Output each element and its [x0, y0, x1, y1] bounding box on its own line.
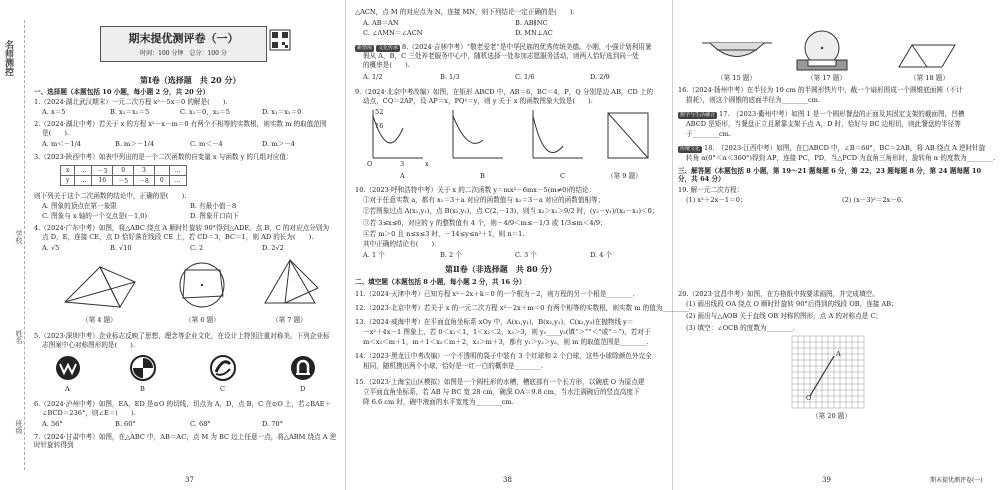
q5-option-b: B — [140, 385, 145, 393]
q16-line: 损耗），则这个圆锥的底面半径为________cm. — [686, 96, 821, 104]
fill-line: 降 6.6 cm 时，碗中液面的水平宽度为________cm. — [363, 398, 514, 406]
qr-code-icon — [270, 30, 290, 50]
q8-option-a: A. 1/2 — [363, 73, 383, 81]
figure-q7-caption: （第 7 题） — [272, 316, 307, 324]
q1-option-b: B. x₁＝x₂＝5 — [110, 108, 150, 116]
page-left — [0, 0, 345, 490]
brand-logo-text: 名师测控 — [3, 40, 13, 76]
figure-q4-caption: （第 4 题） — [82, 316, 117, 324]
q4-option-a: A. √5 — [42, 244, 60, 252]
q3-value-table — [60, 165, 187, 186]
exam-subtitle: 时间：100 分钟 总分：100 分 — [140, 50, 227, 57]
fill-line: 15.（2023·上海宝山区模拟）如图是一个圆柱形的水槽，槽底部有一个长方形，以碗底 O 为原点建 — [355, 378, 645, 386]
grid-label-a: A — [836, 350, 841, 358]
figure-q20-caption: （第 20 题） — [812, 412, 851, 420]
q6-stem: 6.（2024·泸州中考）如图，EA，ED 是⊙O 的切线，切点为 A，D，点 B，C 在⊙O 上，若∠BAE＋ — [34, 400, 332, 408]
table-cell: －8 — [134, 176, 155, 186]
q10-option-a: A. 1 个 — [363, 251, 385, 259]
fill-line: 12.（2023·北京中考）若关于 x 的一元二次方程 x²－2x＋m＝0 有两个相等的实数根，则实数 m 的值为________. — [355, 304, 691, 312]
fill-line: 14.（2023·黑龙江中考改编）一个不透明的袋子中装有 3 个红球和 2 个白球，这些小球除颜色外完全 — [355, 352, 652, 360]
table-cell: x — [61, 166, 75, 176]
q7b-option-c: C. ∠AMN＝∠ACN — [363, 29, 423, 37]
q1-option-c: C. x₁＝0，x₂＝5 — [180, 108, 230, 116]
q9-option-a: A — [400, 172, 405, 180]
q20-line: (2) 画出与△AOB 关于直线 OB 对称的图形，点 A 的对称点是 C； — [686, 312, 883, 320]
fill-line: －x²＋4x－1 图象上，若 0＜x₁＜1，1＜x₂＜2，x₃＞3，则 y₁____y₂(填“＞”“＜”或“＝”)，若对于 — [363, 328, 651, 336]
section2-title: 第Ⅱ卷（非选择题 共 80 分） — [445, 264, 557, 274]
figure-q17-caption: （第 17 题） — [807, 74, 846, 82]
tag-xinqingjing: 新情境 — [357, 45, 373, 51]
q17-stem: 17. （2023·衢州中考）如图 1 是一个圆形餐盘的正面及其固定支架的截面图，凹槽 — [719, 110, 965, 118]
q8-option-b: B. 1/3 — [440, 73, 460, 81]
q16-line: 16.（2024·扬州中考）在半径为 10 cm 的半圆形铁片中，截一个扇形围成一个圆锥底面圆（不计 — [678, 86, 963, 94]
q2-option-a: A. m＜－1/4 — [42, 140, 82, 148]
page-number-right: 39 — [822, 476, 831, 484]
q7b-stem: △ACN，点 M 的对应点为 N，连接 MN，则下列结论一定正确的是( ). — [355, 8, 575, 16]
q4-option-d: D. 2√2 — [262, 244, 284, 252]
page-number-left: 37 — [185, 476, 194, 484]
q9-stem-2: 动点，CQ＝2AP，设 AP＝x，PQ²＝y，则 y 关于 x 的函数图象大致是( ). — [363, 97, 593, 105]
figure-q18 — [897, 42, 957, 72]
q8-option-c: C. 1/6 — [515, 73, 535, 81]
grid-label-o: O — [806, 394, 812, 402]
figure-q17 — [792, 30, 852, 72]
q6-option-a: A. 56° — [42, 420, 63, 428]
table-cell: 16 — [92, 176, 113, 186]
q10-line: 10.（2023·呼和浩特中考）关于 x 的二次函数 y＝mx²－6mx－5(m≠0)的结论： — [355, 186, 596, 194]
q2-option-b: B. m＞－1/4 — [115, 140, 155, 148]
tag-baokao: 传统文化 — [680, 146, 701, 152]
table-cell — [154, 166, 169, 176]
q1-stem: 1.（2024·湖北武汉期末）一元二次方程 x²－5x＝0 的解是( ). — [34, 98, 228, 106]
q4-stem-2: 点 D，E，连接 CE，点 D 恰好落在线段 CE 上，若 CD＝3，BC＝1，则 AD 的长为( ). — [42, 233, 314, 241]
q17-line: ABCD 是矩形，当餐盘正立且紧靠支架于点 A，D 时，恰好与 BC 边相切，则此餐盘的半径等 — [686, 120, 961, 128]
q9-graph-d — [608, 113, 648, 158]
table-cell: … — [75, 166, 92, 176]
q7-stem: 7.（2024·甘肃中考）如图，在△ABC 中，AB＝AC，点 M 为 BC 边上任意一点，将△ABM 绕点 A 逆时针旋转得到 — [34, 433, 337, 449]
q9-tick-16: 16 — [375, 122, 384, 130]
q10-line: ①对于任意实数 a，都有 x₁＝3＋a 对应的函数值与 x₂＝3－a 对应的函数值相等； — [363, 196, 605, 204]
q10-line: ③若 3≤x≤6，对应的 y 的整数值有 4 个，则－4/9＜m≤－1/3 或 1/3≤m＜4/9； — [363, 219, 607, 227]
q8-stem: 8.（2024·吉林中考）“敬老爱老”是中华民族的优秀传统美德。小刚，小强计划利用暑 — [402, 43, 652, 51]
binding-line — [24, 20, 25, 470]
table-cell: 0 — [113, 166, 134, 176]
q6-option-d: D. 70° — [262, 420, 283, 428]
q20-grid — [792, 336, 864, 408]
page-right — [672, 0, 1000, 490]
q9-graph-c — [533, 110, 583, 158]
exam-title-banner — [100, 26, 267, 62]
logo-a-icon — [55, 355, 81, 381]
q9-graph-b — [453, 110, 503, 158]
q20-line: (1) 画出线段 OA 绕点 O 顺时针旋转 90°后得到的线段 OB，连接 AB； — [686, 300, 898, 308]
q8-option-d: D. 2/9 — [590, 73, 610, 81]
q9-tick-x: x — [425, 160, 429, 168]
side-label-class: 班级 — [15, 420, 23, 434]
q3-option-d: D. 图象开口向下 — [190, 212, 239, 220]
logo-d-icon — [290, 355, 316, 381]
q9-tick-origin: O — [367, 160, 373, 168]
q9-graph-a — [373, 110, 423, 158]
q8-stem-2: 假从 A，B，C 三处养老服务中心中，随机选择一处参加志愿服务活动，则两人恰好选到同一处 — [363, 52, 639, 60]
page-number-middle: 38 — [503, 476, 512, 484]
part1-title: 一、选择题（本题包括 10 小题，每小题 2 分，共 20 分） — [34, 88, 210, 96]
q9-figure-caption: （第 9 题） — [607, 172, 642, 180]
fill-line: m＜x₁＜m＋1，m＋1＜x₂＜m＋2，x₃＞m＋3，都有 y₁＞y₂＞y₃，则 m 的取值范围是________. — [363, 338, 649, 346]
table-cell: … — [75, 176, 92, 186]
side-label-name: 姓名 — [15, 330, 23, 344]
q18-line-1 — [678, 144, 985, 153]
q17-line: 于________cm. — [686, 130, 732, 138]
q2-option-d: D. m＞－4 — [262, 140, 295, 148]
q18-line: 转角 α(0°＜α＜360°)得到 AP，连接 PC，PD，当△PCD 为直角三角形时，旋转角 α 的度数为________. — [686, 154, 996, 162]
q3-option-a: A. 图象的顶点在第一象限 — [42, 202, 117, 210]
q4-option-c: C. 2 — [190, 244, 204, 252]
side-label-school: 学校 — [15, 230, 23, 244]
section1-title: 第Ⅰ卷（选择题 共 20 分） — [140, 75, 241, 85]
logo-b-icon — [130, 355, 156, 381]
q10-line: ④若 m＞0 且 n≤x≤3 时，－14≤y≤n²＋1，则 n＝1. — [363, 230, 525, 238]
table-cell: －3 — [92, 166, 113, 176]
q6-stem-2: ∠BCD＝236°，则∠E＝( ). — [42, 409, 136, 417]
q10-option-b: B. 2 个 — [440, 251, 462, 259]
fill-line: 13.（2024·威海中考）在平面直角坐标系 xOy 中，A(x₁,y₁)，B(x₂,y₂)，C(x₃,y₃)在抛物线 y＝ — [355, 318, 634, 326]
table-cell: … — [169, 176, 186, 186]
logo-c-icon — [210, 355, 236, 381]
figure-q15 — [702, 40, 772, 70]
q7b-option-b: B. AB∥NC — [515, 19, 548, 27]
q20-line: 20.（2023·宜昌中考）如图，在方格纸中按要求画图，并完成填空。 — [678, 290, 879, 298]
q10-option-d: D. 4 个 — [590, 251, 613, 259]
q9-tick-52: 52 — [375, 108, 384, 116]
q2-stem-2: 是( ). — [42, 129, 70, 137]
q10-line: 其中正确的结论有( ). — [363, 240, 437, 248]
q3-stem: 3.（2023·陕西中考）如表中列出的是一个二次函数的自变量 x 与函数 y 的几组对应值： — [34, 153, 293, 161]
q2-option-c: C. m＜－4 — [190, 140, 223, 148]
q3-option-c: C. 图象与 x 轴的一个交点是(－1,0) — [42, 212, 148, 220]
exam-title: 期末提优测评卷（一） — [128, 32, 239, 45]
q5-stem-2: 志图案中心对称图形的是( ). — [42, 341, 135, 349]
table-cell: 0 — [154, 176, 169, 186]
q2-stem: 2.（2024·湖北中考）若关于 x 的方程 x²－x－m＝0 有两个不相等的实数根，则实数 m 的取值范围 — [34, 120, 327, 128]
fill-line: 相同，随机摸出两个小球，恰好是一红一白的概率是________. — [363, 362, 544, 370]
figure-q4 — [60, 262, 140, 312]
fill-line: 立平面直角坐标系，若 AB 与 BC 宽 28 cm，碗深 OA＝9.8 cm，当水注满碗后的竖直高度下 — [363, 388, 640, 396]
figure-q18-caption: （第 18 题） — [910, 74, 949, 82]
figure-q6 — [175, 258, 230, 313]
q4-stem: 4.（2024·广东中考）如图，将△ABC 绕点 A 顺时针旋转 90°得到△ADE，点 B，C 的对应点分别为 — [34, 224, 330, 232]
q3-after: 则下列关于这个二次函数的结论中，正确的是( ). — [34, 192, 187, 200]
part3-title: 三、解答题（本题包括 8 小题，第 19～21 题每题 6 分，第 22，23 题每题 8 分，第 24 题每题 10 分，共 64 分） — [678, 167, 982, 183]
q18-stem: 18. （2023·江西中考）如图，在□ABCD 中，∠B＝60°，BC＝2AB，将 AB 绕点 A 逆时针旋 — [704, 144, 986, 152]
figure-q6-caption: （第 6 题） — [185, 316, 220, 324]
footer-title: 期末提优测评卷(一) — [930, 477, 983, 484]
q1-option-d: D. x₁＝x₂＝0 — [262, 108, 302, 116]
q4-option-b: B. √10 — [110, 244, 132, 252]
q1-option-a: A. x＝5 — [42, 108, 66, 116]
tag-wenhua: 文化传承 — [378, 45, 399, 51]
q10-line: ②若图象过点 A(x₁,y₁)，点 B(x₂,y₂)，点 C(2,－13)，则当 x₂＞x₁＞9/2 时，(y₂－y₁)/(x₂－x₁)＜0； — [363, 207, 659, 215]
q9-option-b: B — [480, 172, 485, 180]
tag-kexue: 数学与生活融合 — [680, 112, 716, 118]
table-cell: y — [61, 176, 75, 186]
q9-graphs — [363, 108, 663, 168]
q3-option-b: B. 有最小值－8 — [190, 202, 237, 210]
q5-option-c: C — [220, 385, 226, 393]
q6-option-b: B. 60° — [115, 420, 136, 428]
table-cell: … — [169, 166, 186, 176]
q19-part-a: (1) x²＋2x－1＝0； — [686, 196, 747, 204]
q7b-option-a: A. AB＝AN — [363, 19, 399, 27]
q9-option-c: C — [560, 172, 566, 180]
q9-tick-3: 3 — [400, 160, 405, 168]
q7b-option-d: D. MN⊥AC — [515, 29, 553, 37]
fill-line: 11.（2024·天津中考）已知方程 x²－2x＋k＝0 的一个根为－2，则方程的另一个根是________. — [355, 290, 635, 298]
q6-option-c: C. 68° — [190, 420, 211, 428]
q8-stem-3: 的概率是( ). — [363, 61, 410, 69]
q19-stem: 19. 解一元二次方程： — [678, 186, 744, 194]
q5-option-a: A — [65, 385, 70, 393]
table-cell: 3 — [134, 166, 155, 176]
q5-stem: 5.（2023·深圳中考）企业标志反映了思想、理念等企业文化，在设计上特别注重对称美。下列企业标 — [34, 332, 330, 340]
table-cell: －5 — [113, 176, 134, 186]
q17-line-1 — [678, 110, 964, 119]
figure-q15-caption: （第 15 题） — [717, 74, 756, 82]
part2-title: 二、填空题（本题包括 8 小题，每小题 2 分，共 16 分） — [355, 278, 526, 286]
q5-option-d: D — [300, 385, 306, 393]
q20-line: (3) 填空：∠OCB 的度数为________. — [686, 324, 795, 332]
q19-part-b: (2) (x－3)²＝2x－6. — [842, 196, 904, 204]
figure-q7 — [260, 258, 320, 313]
q8-line-1 — [355, 43, 652, 52]
q9-stem: 9.（2024·北京中考改编）如图，在矩形 ABCD 中，AB＝6，BC＝4，P，Q 分别是边 AB，CD 上的 — [355, 88, 654, 96]
q10-option-c: C. 3 个 — [515, 251, 537, 259]
